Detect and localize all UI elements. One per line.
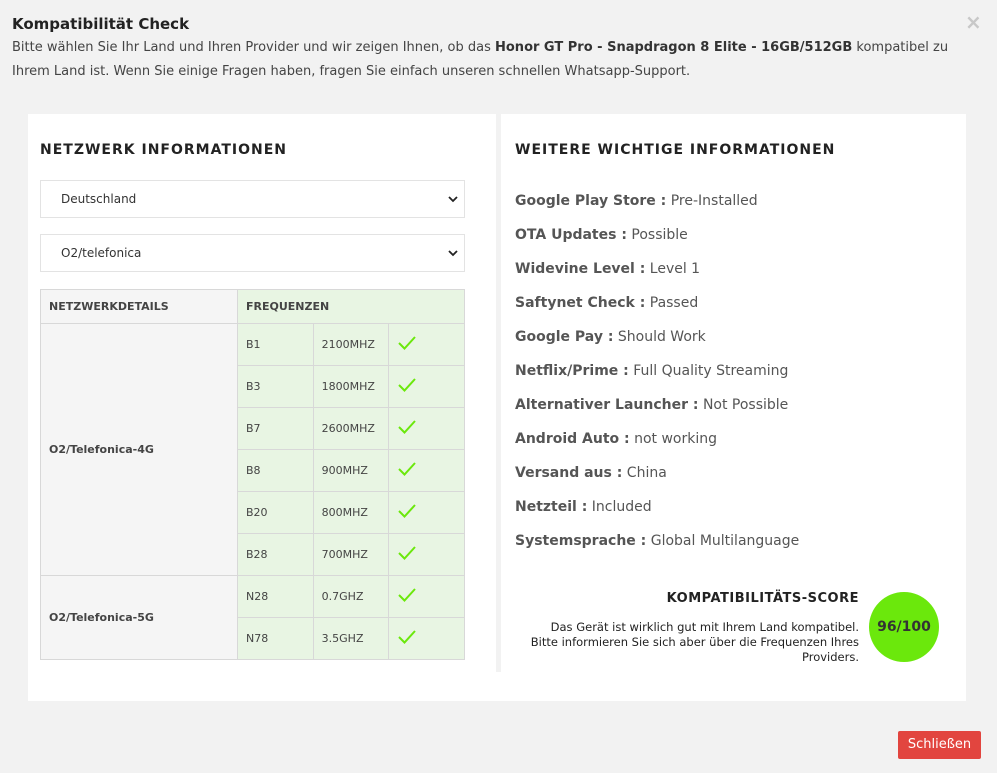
table-row [41, 576, 465, 618]
network-panel [40, 114, 465, 660]
band-cell: B3 [238, 366, 314, 408]
check-icon [397, 629, 417, 645]
info-value: China [626, 465, 667, 481]
provider-select[interactable] [40, 234, 465, 272]
country-select[interactable] [40, 180, 465, 218]
info-value: Not Possible [702, 397, 789, 413]
info-value: not working [634, 431, 717, 447]
device-name: Honor GT Pro - Snapdragon 8 Elite - 16GB/512GB [495, 40, 853, 55]
info-label: OTA Updates : [515, 227, 627, 243]
info-label: Versand aus : [515, 465, 623, 481]
check-icon [397, 419, 417, 435]
check-icon [397, 503, 417, 519]
info-row [515, 320, 966, 354]
info-value: Passed [649, 295, 699, 311]
info-row [515, 218, 966, 252]
check-cell [389, 324, 465, 366]
info-row [515, 422, 966, 456]
check-icon [397, 587, 417, 603]
info-panel [496, 114, 966, 672]
check-cell [389, 576, 465, 618]
chevron-down-icon [448, 195, 458, 203]
frequency-cell: 2100MHZ [313, 324, 389, 366]
frequency-cell: 3.5GHZ [313, 618, 389, 660]
score-badge: 96/100 [869, 592, 939, 662]
description-text-end: kompatibel zu Ihrem Land ist. Wenn Sie einige Fragen haben, fragen Sie einfach unseren schnellen Whatsapp-Support. [12, 40, 949, 79]
band-cell: B20 [238, 492, 314, 534]
modal-description [12, 36, 972, 84]
info-label: Systemsprache : [515, 533, 647, 549]
band-cell: B8 [238, 450, 314, 492]
info-section-title: WEITERE WICHTIGE INFORMATIONEN [515, 142, 836, 158]
info-value: Global Multilanguage [650, 533, 800, 549]
info-row [515, 388, 966, 422]
info-row [515, 490, 966, 524]
network-name: O2/Telefonica-4G [41, 324, 238, 576]
info-label: Alternativer Launcher : [515, 397, 699, 413]
info-row [515, 184, 966, 218]
network-section-title: NETZWERK INFORMATIONEN [40, 142, 287, 158]
check-cell [389, 408, 465, 450]
info-row [515, 456, 966, 490]
network-table [40, 289, 465, 660]
info-row [515, 286, 966, 320]
close-icon[interactable]: × [965, 10, 982, 34]
network-name: O2/Telefonica-5G [41, 576, 238, 660]
check-cell [389, 492, 465, 534]
band-cell: B7 [238, 408, 314, 450]
check-icon [397, 377, 417, 393]
description-text: Bitte wählen Sie Ihr Land und Ihren Provider und wir zeigen Ihnen, ob das [12, 40, 495, 55]
band-cell: B28 [238, 534, 314, 576]
check-icon [397, 461, 417, 477]
frequency-cell: 700MHZ [313, 534, 389, 576]
info-list [501, 184, 966, 558]
frequency-cell: 0.7GHZ [313, 576, 389, 618]
modal-content [28, 114, 966, 701]
provider-select-value: O2/telefonica [61, 246, 142, 260]
check-cell [389, 618, 465, 660]
band-cell: N78 [238, 618, 314, 660]
info-value: Should Work [617, 329, 706, 345]
close-button[interactable]: Schließen [898, 731, 981, 759]
info-value: Included [591, 499, 652, 515]
score-description: Das Gerät ist wirklich gut mit Ihrem Land kompatibel. Bitte informieren Sie sich aber über die Frequenzen Ihres Providers. [530, 620, 859, 664]
info-label: Saftynet Check : [515, 295, 646, 311]
score-title: KOMPATIBILITÄTS-SCORE [666, 591, 859, 606]
frequency-cell: 800MHZ [313, 492, 389, 534]
info-value: Possible [631, 227, 688, 243]
frequency-cell: 1800MHZ [313, 366, 389, 408]
chevron-down-icon [448, 249, 458, 257]
check-cell [389, 534, 465, 576]
table-row [41, 324, 465, 366]
info-value: Pre-Installed [670, 193, 758, 209]
info-value: Full Quality Streaming [633, 363, 789, 379]
info-value: Level 1 [649, 261, 701, 277]
table-header-row [41, 290, 465, 324]
info-label: Google Play Store : [515, 193, 667, 209]
info-row [515, 354, 966, 388]
header-frequencies: FREQUENZEN [238, 290, 465, 324]
check-icon [397, 545, 417, 561]
info-label: Widevine Level : [515, 261, 646, 277]
check-cell [389, 366, 465, 408]
check-icon [397, 335, 417, 351]
info-row [515, 524, 966, 558]
check-cell [389, 450, 465, 492]
header-network-details: NETZWERKDETAILS [41, 290, 238, 324]
info-label: Google Pay : [515, 329, 614, 345]
network-table-body [41, 324, 465, 660]
info-label: Netzteil : [515, 499, 588, 515]
info-row [515, 252, 966, 286]
band-cell: B1 [238, 324, 314, 366]
modal-title: Kompatibilität Check [12, 15, 190, 33]
score-block [501, 590, 966, 670]
info-label: Android Auto : [515, 431, 630, 447]
modal-header [12, 14, 972, 84]
frequency-cell: 900MHZ [313, 450, 389, 492]
frequency-cell: 2600MHZ [313, 408, 389, 450]
band-cell: N28 [238, 576, 314, 618]
country-select-value: Deutschland [61, 192, 137, 206]
info-label: Netflix/Prime : [515, 363, 629, 379]
